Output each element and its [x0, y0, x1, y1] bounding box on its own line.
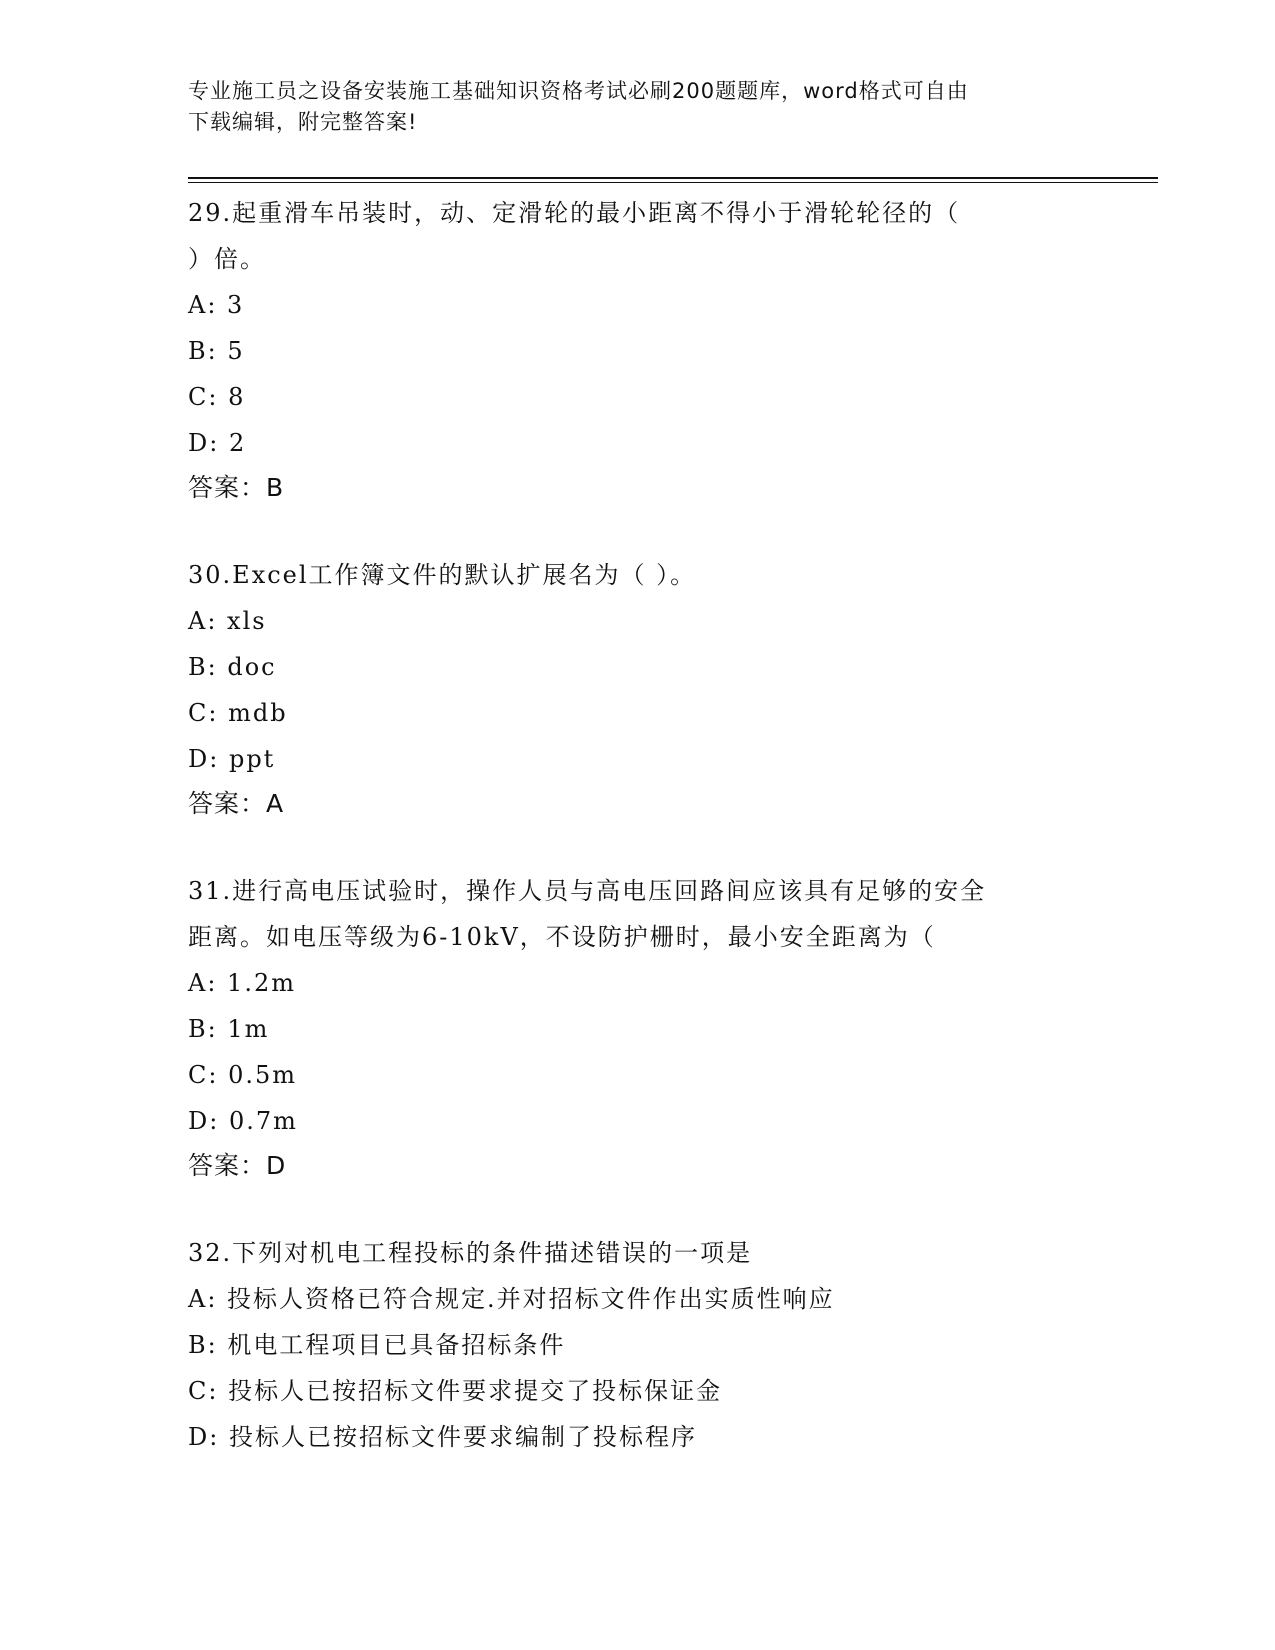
document-header [188, 76, 1088, 138]
option-c: C: 投标人已按招标文件要求提交了投标保证金 [188, 1377, 723, 1405]
question-stem-line: 29.起重滑车吊装时，动、定滑轮的最小距离不得小于滑轮轮径的（ [188, 199, 961, 227]
option-c: C: 8 [188, 383, 246, 411]
header-intro-line-1: 专业施工员之设备安装施工基础知识资格考试必刷200题题库，word格式可自由 [188, 79, 969, 103]
answer-line: 答案：A [188, 789, 285, 818]
header-divider-thin [188, 182, 1158, 183]
option-b: B: 1m [188, 1015, 270, 1043]
option-a: A: 投标人资格已符合规定.并对招标文件作出实质性响应 [188, 1285, 835, 1313]
answer-line: 答案：B [188, 473, 285, 502]
question-29 [188, 190, 1158, 510]
option-b: B: doc [188, 653, 277, 681]
option-c: C: mdb [188, 699, 288, 727]
option-a: A: xls [188, 607, 267, 635]
option-c: C: 0.5m [188, 1061, 298, 1089]
option-a: A: 3 [188, 291, 245, 319]
option-d: D: 0.7m [188, 1107, 298, 1135]
question-stem-line: 30.Excel工作簿文件的默认扩展名为（ ）。 [188, 561, 697, 589]
option-d: D: ppt [188, 745, 276, 773]
option-a: A: 1.2m [188, 969, 296, 997]
question-list [188, 190, 1158, 1502]
question-32 [188, 1230, 1158, 1460]
question-stem-line: 距离。如电压等级为6-10kV，不设防护栅时，最小安全距离为（ [188, 923, 936, 951]
option-b: B: 5 [188, 337, 245, 365]
header-intro-line-2: 下载编辑，附完整答案! [188, 110, 418, 134]
option-b: B: 机电工程项目已具备招标条件 [188, 1331, 566, 1359]
answer-line: 答案：D [188, 1151, 287, 1180]
header-divider-thick [188, 177, 1158, 179]
question-30 [188, 552, 1158, 826]
question-stem [188, 868, 1088, 960]
question-stem [188, 1230, 1088, 1276]
option-d: D: 投标人已按招标文件要求编制了投标程序 [188, 1423, 697, 1451]
question-stem [188, 190, 1088, 282]
question-31 [188, 868, 1158, 1188]
question-stem-line: 32.下列对机电工程投标的条件描述错误的一项是 [188, 1239, 753, 1267]
question-stem-line: 31.进行高电压试验时，操作人员与高电压回路间应该具有足够的安全 [188, 877, 987, 905]
question-stem [188, 552, 1088, 598]
question-stem-line: ）倍。 [188, 245, 266, 273]
option-d: D: 2 [188, 429, 247, 457]
